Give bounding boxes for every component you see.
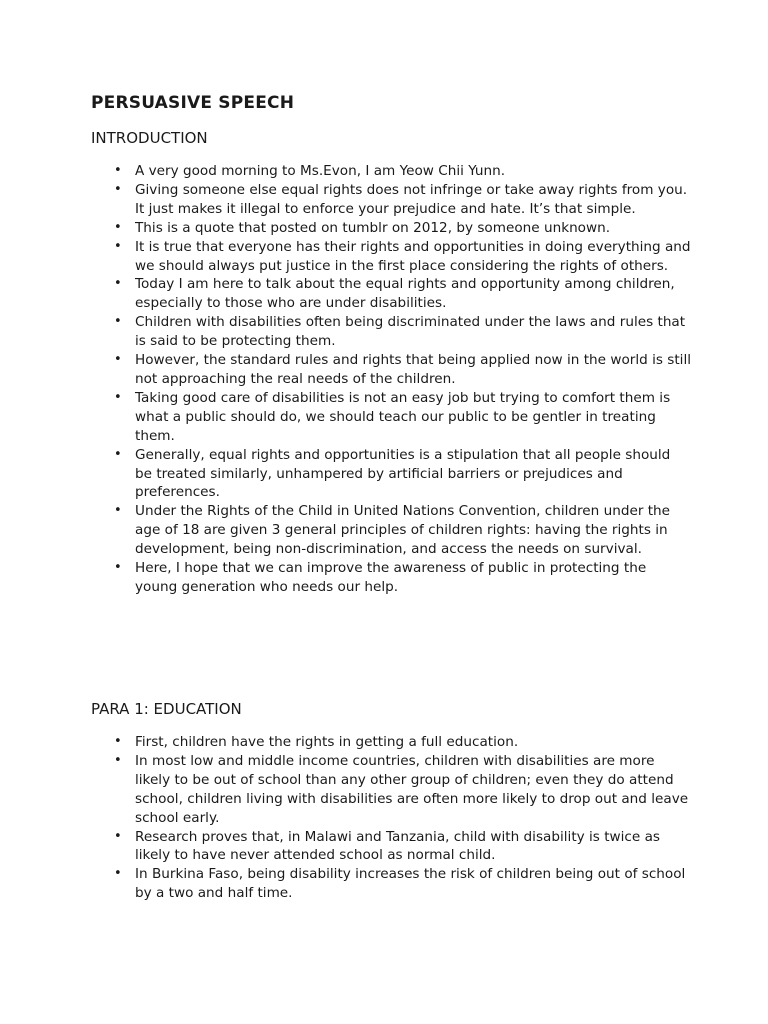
list-item xyxy=(91,313,691,351)
list-item xyxy=(91,865,691,903)
list-item-text: However, the standard rules and rights that being applied now in the world is still not approaching the real needs of the children. xyxy=(135,352,691,387)
document-title: PERSUASIVE SPEECH xyxy=(91,93,295,113)
list-item xyxy=(91,752,691,828)
list-item xyxy=(91,389,691,446)
bullet-icon: • xyxy=(114,866,122,882)
bullet-icon: • xyxy=(114,314,122,330)
list-item-text: A very good morning to Ms.Evon, I am Yeow Chii Yunn. xyxy=(135,163,506,179)
bullet-icon: • xyxy=(114,503,122,519)
introduction-bullet-list xyxy=(91,162,691,597)
list-item xyxy=(91,733,691,752)
list-item-text: In most low and middle income countries, children with disabilities are more likely to be out of school than any other group of children; even they do attend school, children living with disabilities are often more likely to drop out and leave school early. xyxy=(135,752,689,826)
bullet-icon: • xyxy=(114,752,122,768)
list-item xyxy=(91,181,691,219)
education-bullet-list xyxy=(91,733,691,903)
list-item xyxy=(91,238,691,276)
list-item xyxy=(91,559,691,597)
list-item-text: Here, I hope that we can improve the awareness of public in protecting the young generation who needs our help. xyxy=(135,560,647,595)
list-item xyxy=(91,162,691,181)
list-item-text: Generally, equal rights and opportunities is a stipulation that all people should be treated similarly, unhampered by artificial barriers or prejudices and preferences. xyxy=(135,446,671,501)
bullet-icon: • xyxy=(114,238,122,254)
bullet-icon: • xyxy=(114,276,122,292)
list-item-text: Giving someone else equal rights does not infringe or take away rights from you. It just makes it illegal to enforce your prejudice and hate. It’s that simple. xyxy=(135,181,688,217)
list-item-text: Taking good care of disabilities is not an easy job but trying to comfort them is what a public should do, we should teach our public to be gentler in treating them. xyxy=(135,389,671,444)
bullet-icon: • xyxy=(114,163,122,178)
bullet-icon: • xyxy=(114,734,122,749)
bullet-icon: • xyxy=(114,181,122,197)
section-heading-para-1-education: PARA 1: EDUCATION xyxy=(91,700,242,718)
section-heading-introduction: INTRODUCTION xyxy=(91,129,208,147)
list-item-text: Children with disabilities often being discriminated under the laws and rules that is said to be protecting them. xyxy=(135,314,686,350)
list-item-text: Under the Rights of the Child in United Nations Convention, children under the age of 18 are given 3 general principles of children rights: having the rights in development, being non-discrimination, and access the needs on survival. xyxy=(135,503,671,558)
list-item-text: This is a quote that posted on tumblr on 2012, by someone unknown. xyxy=(135,219,611,236)
list-item-text: First, children have the rights in getting a full education. xyxy=(135,734,519,750)
bullet-icon: • xyxy=(114,352,122,368)
list-item xyxy=(91,502,691,559)
bullet-icon: • xyxy=(114,560,122,576)
list-item xyxy=(91,351,691,389)
bullet-icon: • xyxy=(114,828,122,844)
list-item-text: Today I am here to talk about the equal rights and opportunity among children, especially to those who are under disabilities. xyxy=(135,276,675,312)
list-item-text: Research proves that, in Malawi and Tanzania, child with disability is twice as likely to have never attended school as normal child. xyxy=(135,828,660,864)
list-item xyxy=(91,828,691,866)
bullet-icon: • xyxy=(114,219,122,235)
bullet-icon: • xyxy=(114,446,122,462)
list-item xyxy=(91,275,691,313)
bullet-icon: • xyxy=(114,389,122,405)
list-item xyxy=(91,219,691,238)
list-item xyxy=(91,446,691,503)
list-item-text: In Burkina Faso, being disability increases the risk of children being out of school by a two and half time. xyxy=(135,866,686,902)
list-item-text: It is true that everyone has their rights and opportunities in doing everything and we should always put justice in the first place considering the rights of others. xyxy=(135,238,691,274)
